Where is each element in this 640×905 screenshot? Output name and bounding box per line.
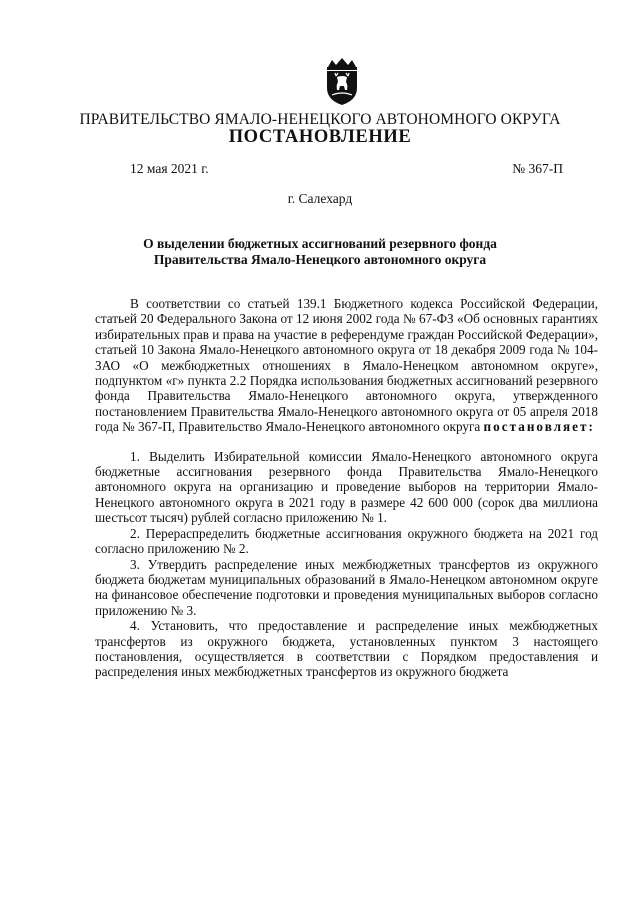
government-name: ПРАВИТЕЛЬСТВО ЯМАЛО-НЕНЕЦКОГО АВТОНОМНОГО ОКРУГА xyxy=(79,111,561,128)
item-2: 2. Перераспределить бюджетные ассигнования окружного бюджета на 2021 год согласно приложению № 2. xyxy=(95,525,598,557)
document-body xyxy=(95,296,598,680)
document-city: г. Салехард xyxy=(287,191,353,206)
document-heading xyxy=(0,236,640,268)
item-3: 3. Утвердить распределение иных межбюджетных трансфертов из окружного бюджета бюджетам муниципальных образований в Ямало-Ненецком автономном округе на финансовое обеспечение подготовки и проведения муниципальных выборов согласно приложению № 3. xyxy=(95,556,598,618)
resolves-word: постановляет: xyxy=(483,419,595,435)
document-date: 12 мая 2021 г. xyxy=(130,161,209,176)
heading-line-1: О выделении бюджетных ассигнований резервного фонда xyxy=(143,236,497,251)
document-number: № 367-П xyxy=(512,161,563,176)
heading-line-2: Правительства Ямало-Ненецкого автономного округа xyxy=(153,252,487,267)
item-4: 4. Установить, что предоставление и распределение иных межбюджетных трансфертов из окружного бюджета, установленных пунктом 3 настоящего постановления, осуществляется в соответствии с Порядком предоставления и распределения иных межбюджетных трансфертов из окружного бюджета xyxy=(95,618,598,680)
coat-of-arms-icon xyxy=(322,58,362,106)
preamble-paragraph xyxy=(95,296,598,435)
document-type: ПОСТАНОВЛЕНИЕ xyxy=(228,127,412,147)
preamble-text: В соответствии со статьей 139.1 Бюджетного кодекса Российской Федерации, статьей 20 Федерального Закона от 12 июня 2002 года № 67-ФЗ «Об основных гарантиях избирательных прав и права на участие в референдуме граждан Российской Федерации», статьей 10 Закона Ямало-Ненецкого автономного округа от 18 декабря 2009 года № 104-ЗАО «О межбюджетных отношениях в Ямало-Ненецком автономном округе», подпунктом «г» пункта 2.2 Порядка использования бюджетных ассигнований резервного фонда Правительства Ямало-Ненецкого автономного округа, утвержденного постановлением Правительства Ямало-Ненецкого автономного округа от 05 апреля 2018 года № 367-П, Правительство Ямало-Ненецкого автономного округа xyxy=(95,296,598,435)
item-1: 1. Выделить Избирательной комиссии Ямало-Ненецкого автономного округа бюджетные ассигнования резервного фонда Правительства Ямало-Ненецкого автономного округа на организацию и проведение выборов на территории Ямало-Ненецкого автономного округа в 2021 году в размере 42 600 000 (сорок два миллиона шестьсот тысяч) рублей согласно приложению № 1. xyxy=(95,448,598,526)
